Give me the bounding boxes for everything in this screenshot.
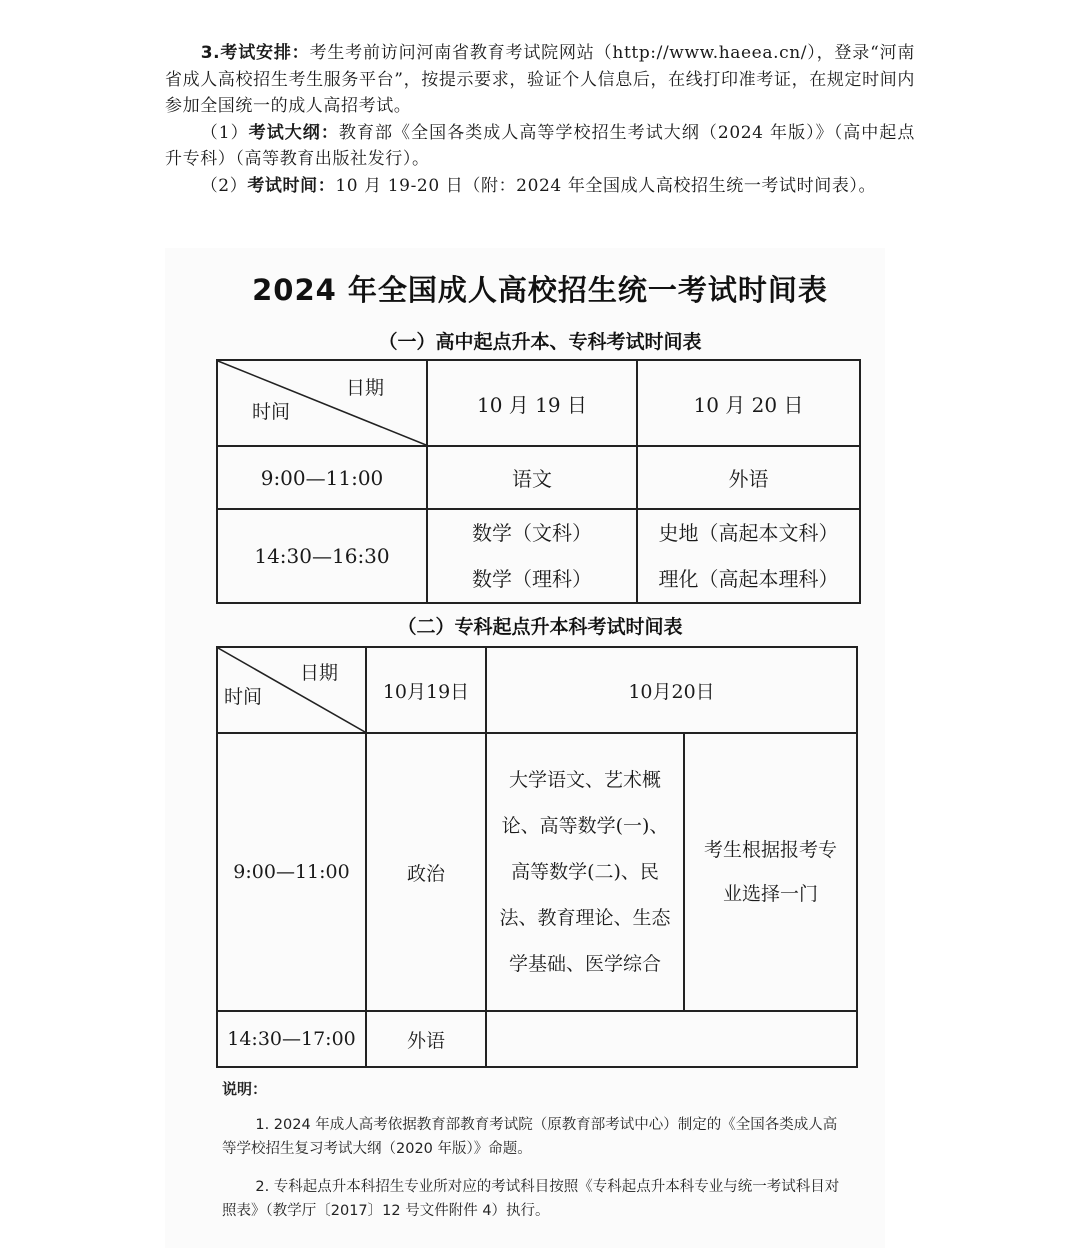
note-line: 考生根据报考专 [704,839,838,861]
header-date-label: 日期 [300,662,339,684]
syllabus-text: 教育部《全国各类成人高等学校招生考试大纲（2024 年版）》（高中起点升专科）（高等教育出版社发行）。 [165,122,916,170]
exam-arrangement-text: 考生考前访问河南省教育考试院网站（http://www.haeea.cn/），登录“河南省成人高校招生考生服务平台”，按提示要求，验证个人信息后，在线打印准考证，在规定时间内参加全国统一的成人高招考试。 [165,43,915,117]
intro-text [165,40,915,200]
notes-section [222,1078,842,1237]
subject-cell: 外语 [366,1011,486,1067]
empty-cell [486,1011,857,1067]
table-row [217,1011,857,1067]
subject-line: 史地（高起本文科） [658,521,839,545]
table-row [217,509,860,603]
time-prefix: （2） [200,175,248,196]
table2-subtitle: （二）专科起点升本科考试时间表 [397,616,683,638]
note-item: 1. 2024 年成人高考依据教育部教育考试院（原教育部考试中心）制定的《全国各类成人高等学校招生复习考试大纲（2020 年版）》命题。 [222,1117,838,1157]
subject-list-cell [486,733,684,1011]
subject-line: 法、教育理论、生态 [499,907,671,929]
diagonal-line [218,361,426,445]
subject-line: 数学（文科） [472,521,592,545]
date-cell: 10月20日 [486,647,857,733]
note-cell [684,733,857,1011]
subject-cell: 外语 [637,446,860,509]
diagonal-header-cell [217,360,427,446]
date-cell: 10 月 19 日 [427,360,637,446]
subject-line: 大学语文、艺术概 [508,769,661,791]
subject-line: 论、高等数学(一)、 [501,815,669,837]
table-row [217,647,857,733]
exam-time-label: 考试时间： [247,175,336,196]
header-time-label: 时间 [252,401,291,423]
note-item: 2. 专科起点升本科招生专业所对应的考试科目按照《专科起点升本科专业与统一考试科目对照表》（教学厅〔2017〕12 号文件附件 4）执行。 [222,1179,840,1219]
intro-paragraph-time [165,173,915,200]
syllabus-label: 考试大纲： [248,122,339,143]
header-time-label: 时间 [224,686,263,708]
header-date-label: 日期 [346,377,385,399]
note-line: 业选择一门 [723,883,819,905]
diagonal-header-cell [217,647,366,733]
exam-time-text: 10 月 19-20 日（附：2024 年全国成人高校招生统一考试时间表）。 [335,175,877,196]
time-cell: 9:00—11:00 [217,733,366,1011]
notes-heading: 说明： [222,1080,268,1098]
time-cell: 9:00—11:00 [217,446,427,509]
intro-paragraph-syllabus [165,120,915,173]
subject-cell: 语文 [427,446,637,509]
table-row [217,446,860,509]
subject-cell [427,509,637,603]
time-cell: 14:30—16:30 [217,509,427,603]
subject-line: 理化（高起本理科） [658,567,839,591]
intro-paragraph-arrangement [165,40,915,120]
schedule-title: 2024 年全国成人高校招生统一考试时间表 [252,273,828,307]
subject-cell: 政治 [366,733,486,1011]
subject-cell [637,509,860,603]
subject-line: 学基础、医学综合 [508,953,661,975]
subject-line: 高等数学(二)、民 [511,861,659,883]
table-row [217,733,857,1011]
table1-subtitle: （一）高中起点升本、专科考试时间表 [378,331,702,353]
table-row [217,360,860,446]
date-cell: 10 月 20 日 [637,360,860,446]
table2-schedule [216,646,858,1068]
table1-schedule [216,359,861,604]
date-cell: 10月19日 [366,647,486,733]
syllabus-prefix: （1） [200,122,249,143]
time-cell: 14:30—17:00 [217,1011,366,1067]
exam-arrangement-label: 3.考试安排： [200,43,310,63]
subject-line: 数学（理科） [472,567,592,591]
